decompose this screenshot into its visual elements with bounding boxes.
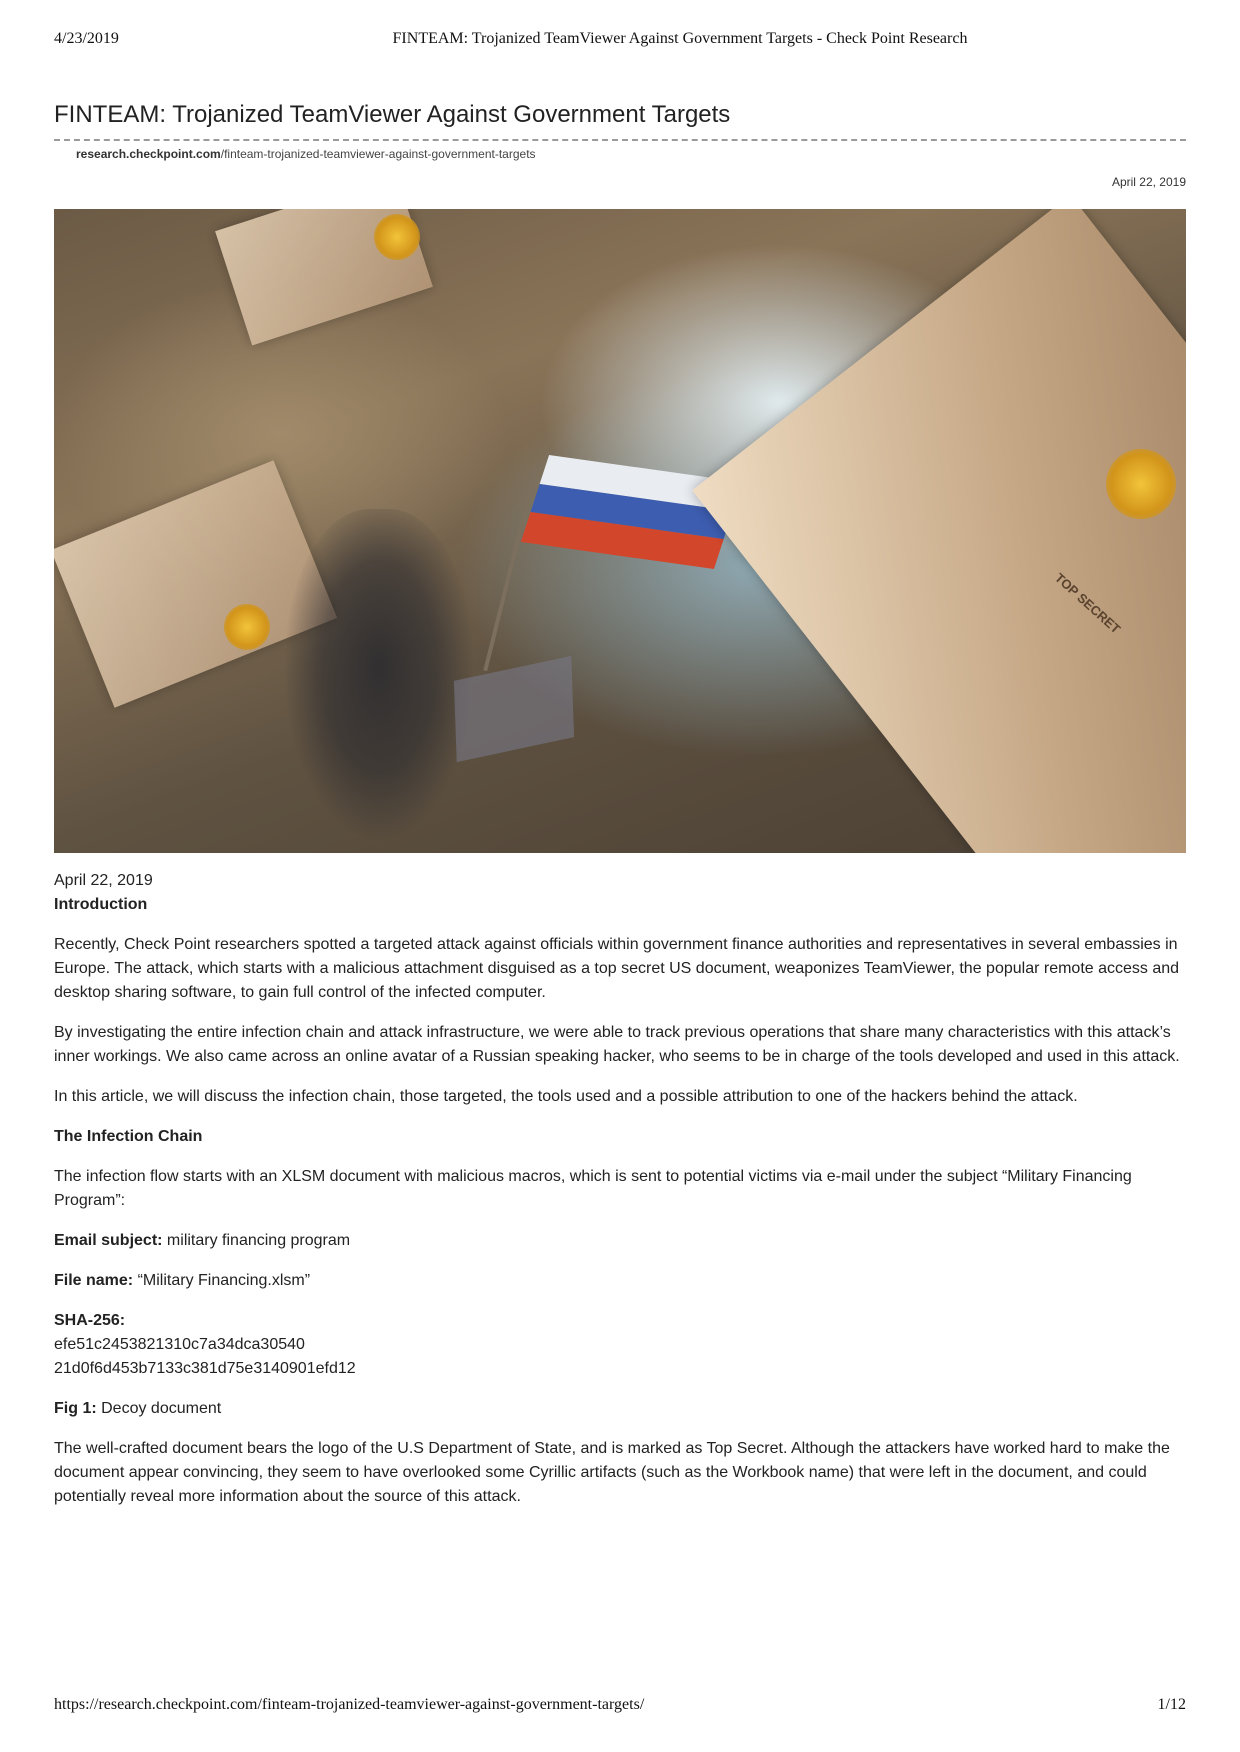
figure-label: Fig 1: [54,1400,97,1417]
body-date: April 22, 2019 [54,872,153,889]
file-name-line [54,1269,1186,1293]
sha256-label: SHA-256: [54,1312,126,1329]
print-page-title: FINTEAM: Trojanized TeamViewer Against Government Targets - Check Point Research [392,30,968,47]
email-subject-line [54,1229,1186,1253]
figure-caption-text: Decoy document [96,1400,222,1417]
paragraph-2: By investigating the entire infection chain and attack infrastructure, we were able to track previous operations that share many characteristics with this attack’s inner workings. We also came across an online avatar of a Russian speaking hacker, who seems to be in charge of the tools developed and used in this attack. [54,1024,1180,1065]
email-subject-label: Email subject: [54,1232,163,1249]
paragraph-1: Recently, Check Point researchers spotted a targeted attack against officials within government finance authorities and representatives in several embassies in Europe. The attack, which starts with a malicious attachment disguised as a top secret US document, weaponizes TeamViewer, the popular remote access and desktop sharing software, to gain full control of the infected computer. [54,936,1180,1001]
infection-chain-heading: The Infection Chain [54,1128,203,1145]
article-title: FINTEAM: Trojanized TeamViewer Against Government Targets [54,101,731,128]
sha256-block [54,1309,1186,1381]
published-date: April 22, 2019 [1111,175,1186,189]
email-subject-value: military financing program [162,1232,351,1249]
page-number: 1/12 [1157,1696,1186,1713]
print-date: 4/23/2019 [54,30,119,47]
hero-image-text [54,209,1186,853]
paragraph-4: The infection flow starts with an XLSM document with malicious macros, which is sent to potential victims via e-mail under the subject “Military Financing Program”: [54,1168,1132,1209]
intro-heading: Introduction [54,896,148,913]
source-domain: research.checkpoint.com [76,147,221,161]
title-divider [54,139,1186,141]
hero-image [54,209,1186,853]
source-path: /finteam-trojanized-teamviewer-against-government-targets [220,147,536,161]
sha256-line-2: 21d0f6d453b7133c381d75e3140901efd12 [54,1360,356,1377]
figure-caption [54,1397,1186,1421]
top-secret-stamp: TOP SECRET [1051,570,1124,637]
sha256-line-1: efe51c2453821310c7a34dca30540 [54,1336,305,1353]
print-footer [54,1696,1186,1720]
paragraph-5: The well-crafted document bears the logo of the U.S Department of State, and is marked as Top Secret. Although the attackers have worked hard to make the document appear convincing, they seem to have overlooked some Cyrillic artifacts (such as the Workbook name) that were left in the document, and could potentially reveal more information about the source of this attack. [54,1440,1170,1505]
footer-url: https://research.checkpoint.com/finteam-trojanized-teamviewer-against-government-targets/ [54,1696,645,1713]
file-name-value: “Military Financing.xlsm” [133,1272,311,1289]
article-body [54,869,1186,1525]
source-url[interactable] [76,147,536,161]
paragraph-3: In this article, we will discuss the infection chain, those targeted, the tools used and a possible attribution to one of the hackers behind the attack. [54,1088,1078,1105]
file-name-label: File name: [54,1272,134,1289]
print-header [54,30,1186,54]
